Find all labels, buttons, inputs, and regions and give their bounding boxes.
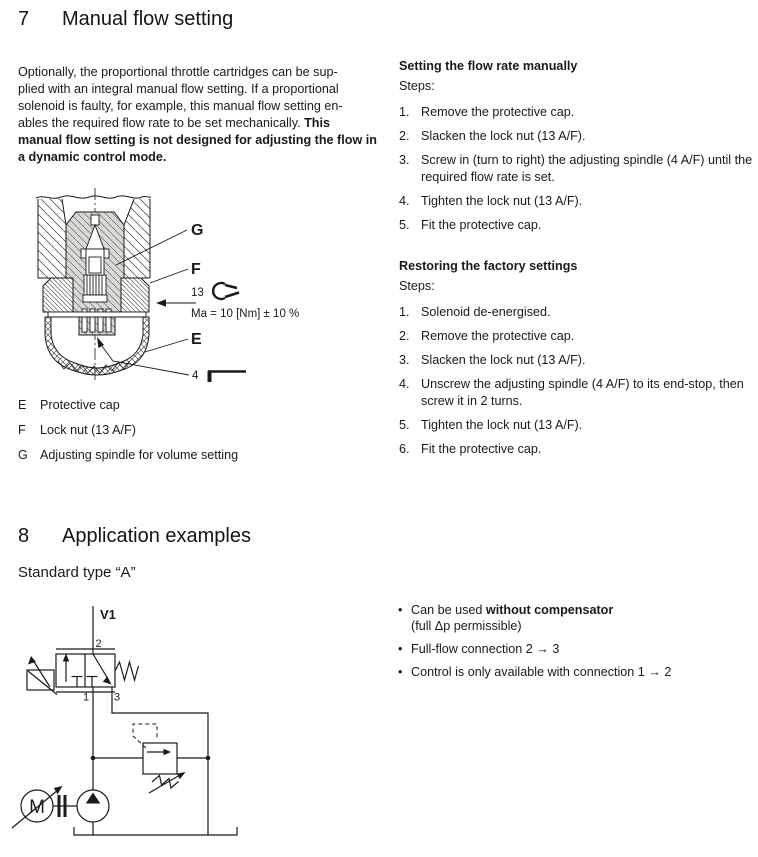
steps-label: Steps: [399, 79, 435, 93]
procedure-restoring [399, 258, 753, 465]
adjustable-spring-symbol [152, 776, 179, 789]
proportional-valve-symbol [56, 649, 115, 692]
step-item: 2. Remove the protective cap. [399, 329, 575, 343]
application-bullets [398, 602, 752, 687]
figure-label-e: E [191, 331, 202, 348]
wrench-icon [213, 283, 239, 299]
torque-label: Ma = 10 [Nm] ± 10 % [191, 308, 300, 320]
section-number: 7 [18, 8, 30, 30]
junction-dot [91, 756, 96, 761]
text-line: a dynamic control mode. [18, 149, 167, 164]
step-item: 3. Slacken the lock nut (13 A/F). [399, 353, 586, 367]
allen-key-icon [208, 371, 246, 382]
tank-symbol [74, 827, 237, 835]
section8-heading [18, 524, 251, 548]
section-title: Manual flow setting [62, 8, 234, 30]
port-1-label: 1 [82, 691, 90, 704]
bullet-marker: • [398, 642, 403, 656]
text-line: solenoid is faulty, for example, this manual flow setting en- [18, 98, 343, 113]
intro-paragraph [18, 64, 394, 165]
hex-key-size-label: 4 [192, 370, 199, 382]
figure-label-f: F [191, 261, 201, 278]
wrench-size-label: 13 [191, 287, 204, 299]
procedure-title: Setting the flow rate manually [399, 59, 578, 73]
junction-dot [206, 756, 211, 761]
step-item: 1. Remove the protective cap. [399, 105, 575, 119]
legend-item: E Protective cap [18, 398, 120, 412]
break-line [36, 196, 151, 198]
legend-item: G Adjusting spindle for volume setting [18, 448, 239, 462]
step-item: 5. Tighten the lock nut (13 A/F). [399, 418, 583, 432]
section7-heading [18, 7, 233, 31]
procedure-setting [399, 58, 753, 241]
torque-arrow [156, 299, 196, 307]
port-3-label: 3 [113, 691, 121, 704]
bullet-marker: • [398, 665, 403, 679]
text-line: Optionally, the proportional throttle cartridges can be sup- [18, 65, 338, 79]
pilot-line [133, 724, 157, 748]
section-title: Application examples [62, 525, 251, 547]
port-3-line [112, 687, 208, 835]
step-item: 1. Solenoid de-energised. [399, 305, 551, 319]
bullet-item: • Full-flow connection 2 → 3 [398, 642, 560, 656]
leader-e [145, 339, 188, 352]
bullet-item: • Can be used without compensator (full Δp permissible) [398, 603, 614, 633]
bullet-marker: • [398, 603, 403, 617]
figure-label-g: G [191, 222, 204, 239]
port-2-label: 2 [95, 638, 102, 650]
coupling-symbol [53, 795, 77, 817]
valve-label: V1 [100, 607, 116, 622]
leader-arrowhead [97, 337, 104, 348]
step-item: 4. Unscrew the adjusting spindle (4 A/F) to its end-stop, then screw it in 2 turns. [399, 377, 744, 408]
figure-legend [18, 397, 238, 472]
legend-item: F Lock nut (13 A/F) [18, 423, 136, 437]
text-line: plied with an integral manual flow setting. If a proportional [18, 81, 339, 96]
step-item: 2. Slacken the lock nut (13 A/F). [399, 129, 586, 143]
pump-symbol [77, 790, 109, 835]
subtitle-standard-type-a: Standard type “A” [18, 564, 136, 581]
steps-label: Steps: [399, 279, 435, 293]
step-item: 5. Fit the protective cap. [399, 218, 542, 232]
solenoid-symbol [27, 656, 57, 695]
section-number: 8 [18, 525, 30, 547]
text-line: manual flow setting is not designed for adjusting the flow in [18, 132, 377, 147]
bullet-item: • Control is only available with connection 1 → 2 [398, 665, 672, 679]
step-item: 4. Tighten the lock nut (13 A/F). [399, 194, 583, 208]
step-item: 3. Screw in (turn to right) the adjusting spindle (4 A/F) until the required flow rate is set. [399, 153, 753, 184]
motor-label: M [29, 797, 45, 818]
step-item: 6. Fit the protective cap. [399, 442, 542, 456]
leader-f [150, 269, 188, 283]
text-line: ables the required flow rate to be set mechanically. This [18, 115, 330, 130]
procedure-title: Restoring the factory settings [399, 259, 578, 273]
valve-spring-symbol [115, 662, 139, 680]
valve-cross-section-figure [0, 185, 300, 395]
hydraulic-schematic [0, 595, 320, 857]
